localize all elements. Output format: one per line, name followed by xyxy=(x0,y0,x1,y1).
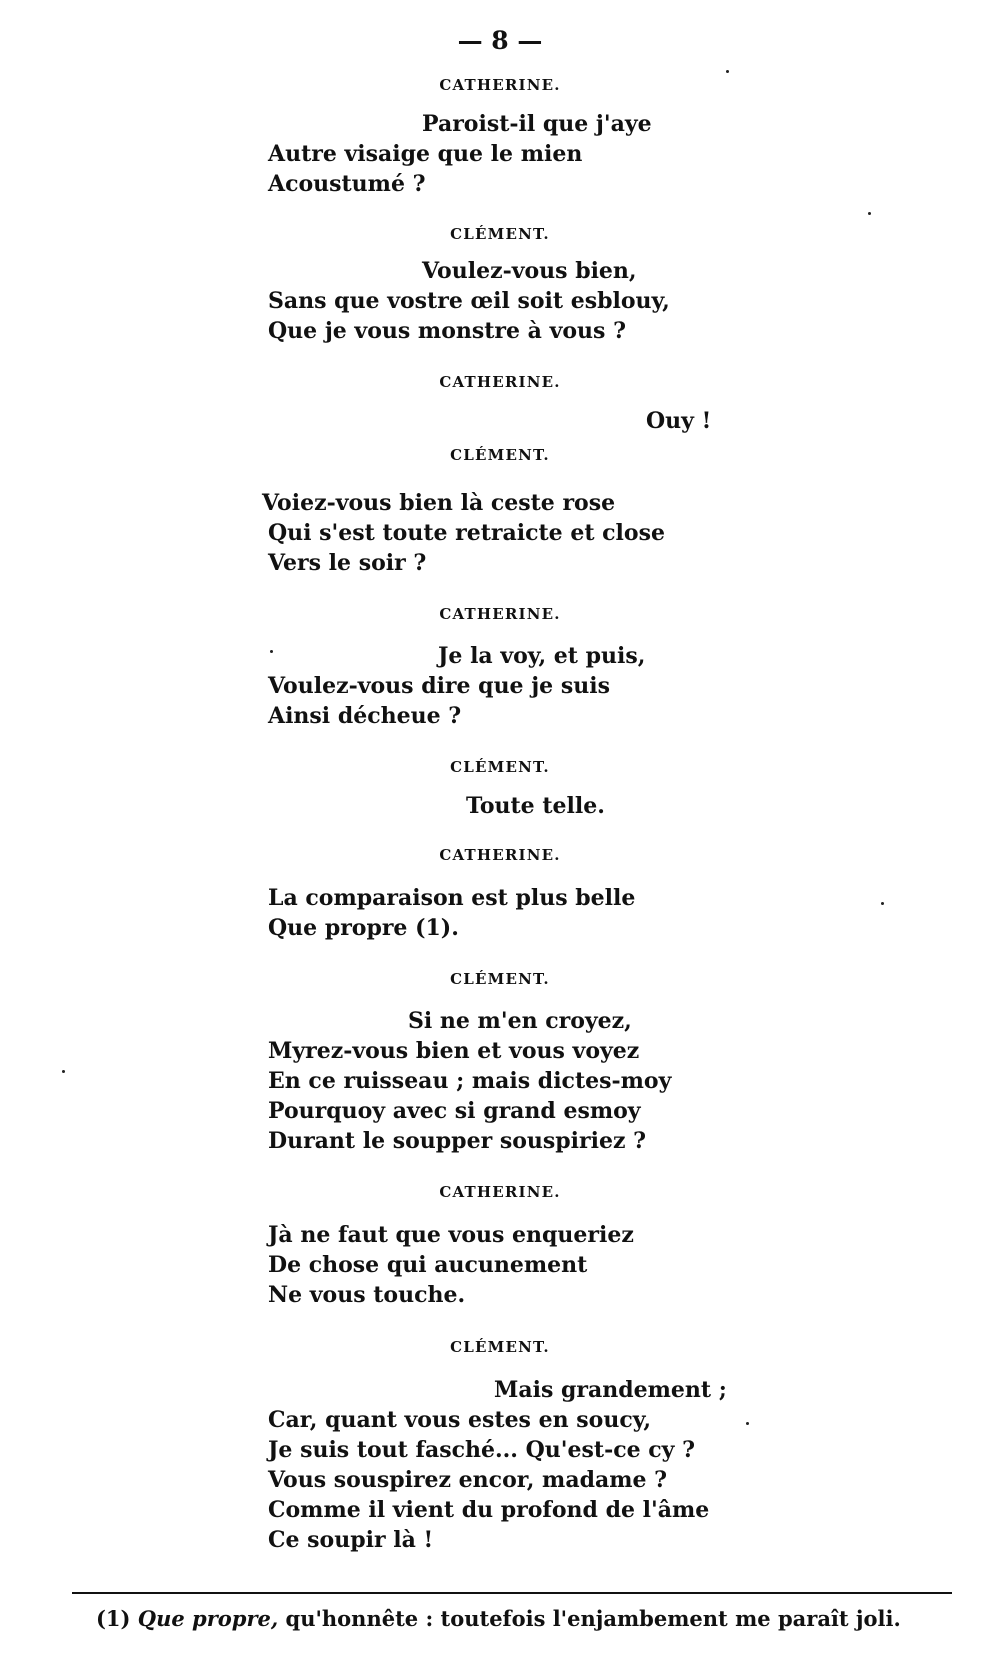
scan-speck xyxy=(746,1422,749,1425)
speaker-label: CLÉMENT. xyxy=(450,446,550,464)
scan-speck xyxy=(270,650,273,653)
verse-line: Que je vous monstre à vous ? xyxy=(268,318,626,344)
verse-line: En ce ruisseau ; mais dictes-moy xyxy=(268,1068,672,1094)
footnote xyxy=(96,1606,901,1631)
speaker-label: CLÉMENT. xyxy=(450,758,550,776)
speaker-label: CATHERINE. xyxy=(439,76,561,94)
verse-line: Myrez-vous bien et vous voyez xyxy=(268,1038,640,1064)
verse-line: Durant le soupper souspiriez ? xyxy=(268,1128,646,1154)
footnote-rule xyxy=(72,1592,952,1594)
verse-line: Ne vous touche. xyxy=(268,1282,466,1308)
footnote-term: Que propre, xyxy=(137,1606,279,1631)
verse-line: Acoustumé ? xyxy=(268,171,426,197)
verse-line: Comme il vient du profond de l'âme xyxy=(268,1497,710,1523)
page-number: — 8 — xyxy=(457,26,543,55)
verse-line: Ouy ! xyxy=(646,408,712,434)
verse-line: Paroist-il que j'aye xyxy=(422,111,652,137)
speaker-label: CATHERINE. xyxy=(439,1183,561,1201)
verse-line: Vous souspirez encor, madame ? xyxy=(268,1467,668,1493)
verse-line: La comparaison est plus belle xyxy=(268,885,636,911)
verse-line: Qui s'est toute retraicte et close xyxy=(268,520,665,546)
verse-line: De chose qui aucunement xyxy=(268,1252,588,1278)
verse-line: Si ne m'en croyez, xyxy=(408,1008,632,1034)
verse-line: Que propre (1). xyxy=(268,915,459,941)
verse-line: Jà ne faut que vous enqueriez xyxy=(268,1222,634,1248)
verse-line: Ainsi décheue ? xyxy=(268,703,462,729)
scan-speck xyxy=(868,212,871,215)
footnote-text: qu'honnête : toutefois l'enjambement me paraît joli. xyxy=(285,1606,901,1631)
scan-speck xyxy=(726,70,729,73)
footnote-marker: (1) xyxy=(96,1606,131,1631)
speaker-label: CATHERINE. xyxy=(439,373,561,391)
verse-line: Ce soupir là ! xyxy=(268,1527,434,1553)
verse-line: Je la voy, et puis, xyxy=(438,643,646,669)
scan-speck xyxy=(62,1070,65,1073)
verse-line: Voiez-vous bien là ceste rose xyxy=(262,490,616,516)
verse-line: Toute telle. xyxy=(466,793,605,819)
speaker-label: CLÉMENT. xyxy=(450,225,550,243)
speaker-label: CATHERINE. xyxy=(439,846,561,864)
speaker-label: CATHERINE. xyxy=(439,605,561,623)
verse-line: Sans que vostre œil soit esblouy, xyxy=(268,288,670,314)
speaker-label: CLÉMENT. xyxy=(450,970,550,988)
verse-line: Autre visaige que le mien xyxy=(268,141,583,167)
verse-line: Pourquoy avec si grand esmoy xyxy=(268,1098,641,1124)
verse-line: Vers le soir ? xyxy=(268,550,427,576)
scan-speck xyxy=(881,902,884,905)
verse-line: Mais grandement ; xyxy=(494,1377,727,1403)
verse-line: Je suis tout fasché... Qu'est-ce cy ? xyxy=(268,1437,695,1463)
verse-line: Voulez-vous dire que je suis xyxy=(268,673,610,699)
verse-line: Voulez-vous bien, xyxy=(422,258,637,284)
speaker-label: CLÉMENT. xyxy=(450,1338,550,1356)
verse-line: Car, quant vous estes en soucy, xyxy=(268,1407,652,1433)
